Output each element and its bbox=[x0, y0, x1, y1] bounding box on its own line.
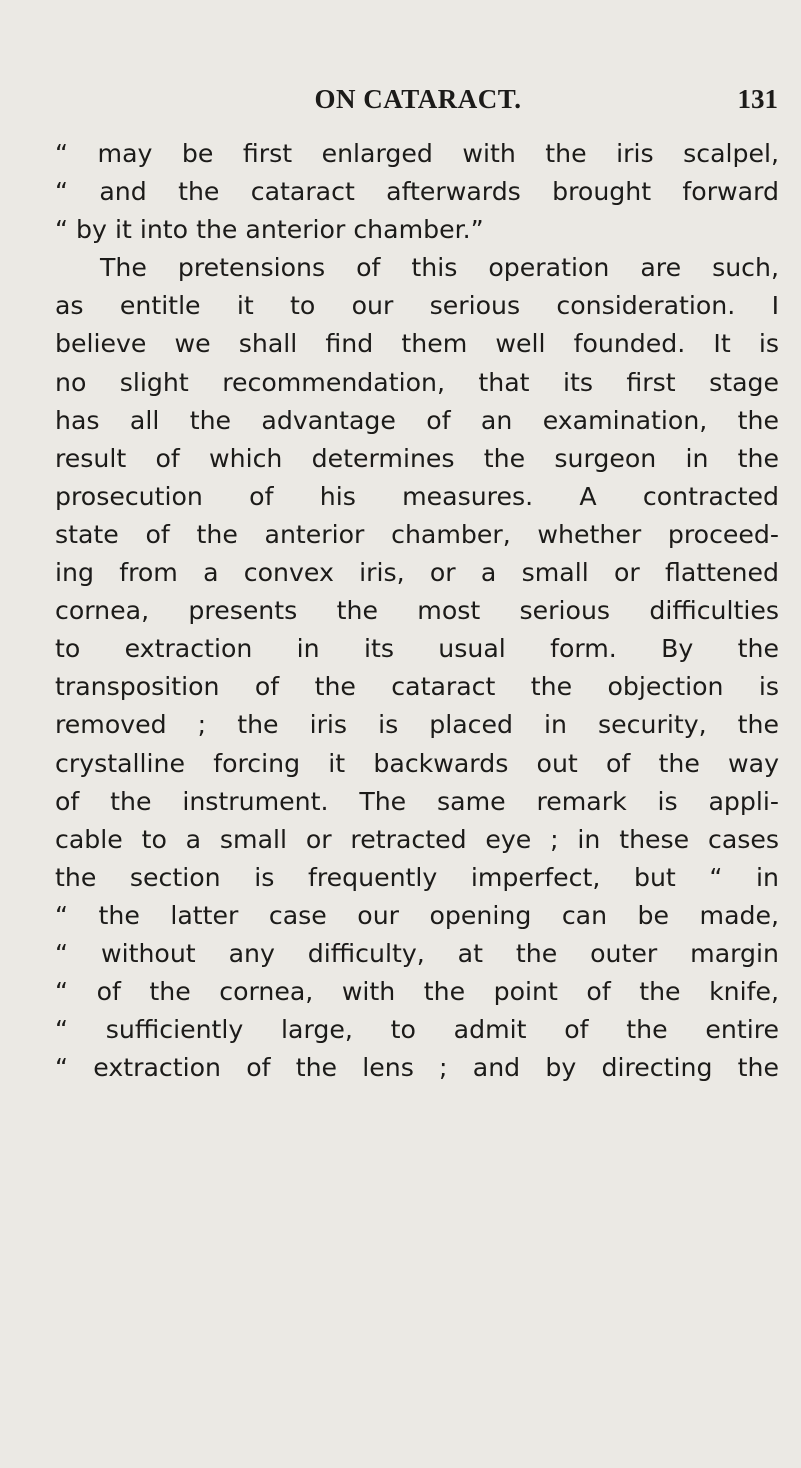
page-number: 131 bbox=[737, 84, 778, 114]
running-head bbox=[48, 84, 788, 124]
text-line: ing from a convex iris, or a small or flattened bbox=[55, 558, 779, 588]
text-line: “ without any difficulty, at the outer margin bbox=[55, 938, 779, 968]
text-line: “ sufficiently large, to admit of the entire bbox=[55, 1015, 779, 1045]
text-line: “ by it into the anterior chamber.” bbox=[55, 215, 484, 245]
text-line: transposition of the cataract the objection is bbox=[55, 672, 779, 702]
text-line: removed ; the iris is placed in security, the bbox=[55, 710, 779, 740]
text-line: has all the advantage of an examination, the bbox=[55, 405, 779, 435]
text-line: “ the latter case our opening can be made, bbox=[55, 900, 779, 930]
text-line: crystalline forcing it backwards out of the way bbox=[55, 748, 779, 778]
text-line: as entitle it to our serious consideration. I bbox=[55, 291, 779, 321]
text-line: “ extraction of the lens ; and by directing the bbox=[55, 1053, 779, 1083]
text-line: prosecution of his measures. A contracted bbox=[55, 481, 779, 511]
text-line: cornea, presents the most serious difficulties bbox=[55, 596, 779, 626]
text-line: The pretensions of this operation are such, bbox=[100, 253, 779, 283]
text-line: state of the anterior chamber, whether proceed- bbox=[55, 519, 779, 549]
text-line: to extraction in its usual form. By the bbox=[55, 634, 779, 664]
text-line: believe we shall find them well founded. It is bbox=[55, 329, 779, 359]
running-head-title: ON CATARACT. bbox=[314, 84, 522, 114]
text-line: the section is frequently imperfect, but “ in bbox=[55, 862, 779, 892]
text-line: result of which determines the surgeon in the bbox=[55, 443, 779, 473]
body-text bbox=[55, 135, 779, 1087]
text-line: “ of the cornea, with the point of the knife, bbox=[55, 977, 779, 1007]
text-line: cable to a small or retracted eye ; in these cases bbox=[55, 824, 779, 854]
text-line: of the instrument. The same remark is appli- bbox=[55, 786, 779, 816]
text-line: “ and the cataract afterwards brought forward bbox=[55, 177, 779, 207]
text-line: “ may be first enlarged with the iris scalpel, bbox=[55, 139, 779, 168]
text-line: no slight recommendation, that its first stage bbox=[55, 367, 779, 397]
